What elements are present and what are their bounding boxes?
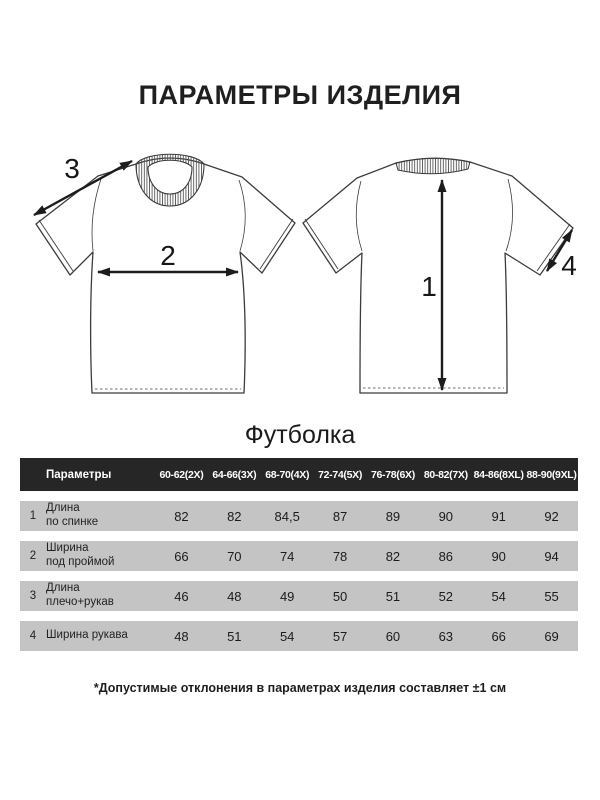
label-sleeve-width: 4 [561, 250, 577, 281]
table-row [20, 621, 578, 651]
column-header-size: 64-66(3X) [212, 468, 257, 481]
column-header-size: 72-74(5X) [318, 468, 363, 481]
cell-value: 60 [385, 628, 401, 644]
size-table [20, 458, 578, 651]
tshirt-front-view [36, 154, 295, 393]
cell-value: 91 [491, 508, 506, 524]
table-row [20, 581, 578, 611]
label-back-length: 1 [421, 271, 437, 302]
column-header-size: 60-62(2X) [159, 468, 204, 481]
product-name: Футболка [244, 421, 356, 449]
table-row [20, 541, 578, 571]
back-shirt-outline [303, 158, 573, 393]
back-collar-rib [396, 158, 470, 174]
cell-value: 87 [332, 508, 348, 524]
column-header-size: 84-86(8XL) [473, 468, 524, 481]
cell-value: 46 [174, 588, 189, 604]
row-parameter-name: Ширина под проймой [46, 542, 115, 568]
label-shoulder-sleeve: 3 [64, 153, 80, 184]
cell-value: 57 [332, 628, 348, 644]
row-parameter-name: Длина плечо+рукав [46, 582, 114, 608]
row-parameter-name: Длина по спинке [46, 502, 99, 528]
cell-value: 54 [491, 588, 506, 604]
cell-value: 52 [438, 588, 454, 604]
cell-value: 49 [279, 588, 295, 604]
cell-value: 55 [544, 588, 559, 604]
cell-value: 48 [227, 588, 242, 604]
column-header-size: 68-70(4X) [265, 468, 310, 481]
label-chest-width: 2 [160, 240, 176, 271]
cell-value: 89 [385, 508, 401, 524]
cell-value: 86 [438, 548, 454, 564]
row-parameter-name: Ширина рукава [46, 629, 128, 642]
column-header-size: 88-90(9XL) [526, 468, 577, 481]
cell-value: 82 [227, 508, 242, 524]
cell-value: 94 [544, 548, 559, 564]
cell-value: 69 [544, 628, 559, 644]
page-title: ПАРАМЕТРЫ ИЗДЕЛИЯ [138, 80, 462, 110]
row-number: 2 [29, 550, 37, 562]
cell-value: 74 [279, 548, 295, 564]
cell-value: 51 [385, 588, 401, 604]
tolerance-footnote: *Допустимые отклонения в параметрах изделия составляет ±1 см [93, 681, 507, 695]
column-header-size: 80-82(7X) [423, 468, 468, 481]
row-number: 3 [29, 590, 37, 602]
column-header-parameters: Параметры [46, 468, 112, 481]
cell-value: 51 [227, 628, 242, 644]
cell-value: 82 [174, 508, 189, 524]
cell-value: 63 [438, 628, 454, 644]
cell-value: 82 [385, 548, 401, 564]
table-row [20, 501, 578, 531]
cell-value: 90 [438, 508, 454, 524]
cell-value: 70 [227, 548, 242, 564]
cell-value: 54 [279, 628, 295, 644]
row-number: 4 [29, 630, 37, 642]
cell-value: 84,5 [274, 508, 300, 524]
cell-value: 50 [332, 588, 348, 604]
cell-value: 66 [174, 548, 189, 564]
column-header-size: 76-78(6X) [370, 468, 415, 481]
size-table-header [20, 458, 578, 491]
cell-value: 48 [174, 628, 189, 644]
cell-value: 90 [491, 548, 506, 564]
cell-value: 78 [332, 548, 348, 564]
tshirt-back-view [303, 158, 573, 393]
tshirt-measurement-diagram [0, 145, 600, 405]
row-number: 1 [29, 510, 37, 522]
cell-value: 66 [491, 628, 506, 644]
cell-value: 92 [544, 508, 559, 524]
